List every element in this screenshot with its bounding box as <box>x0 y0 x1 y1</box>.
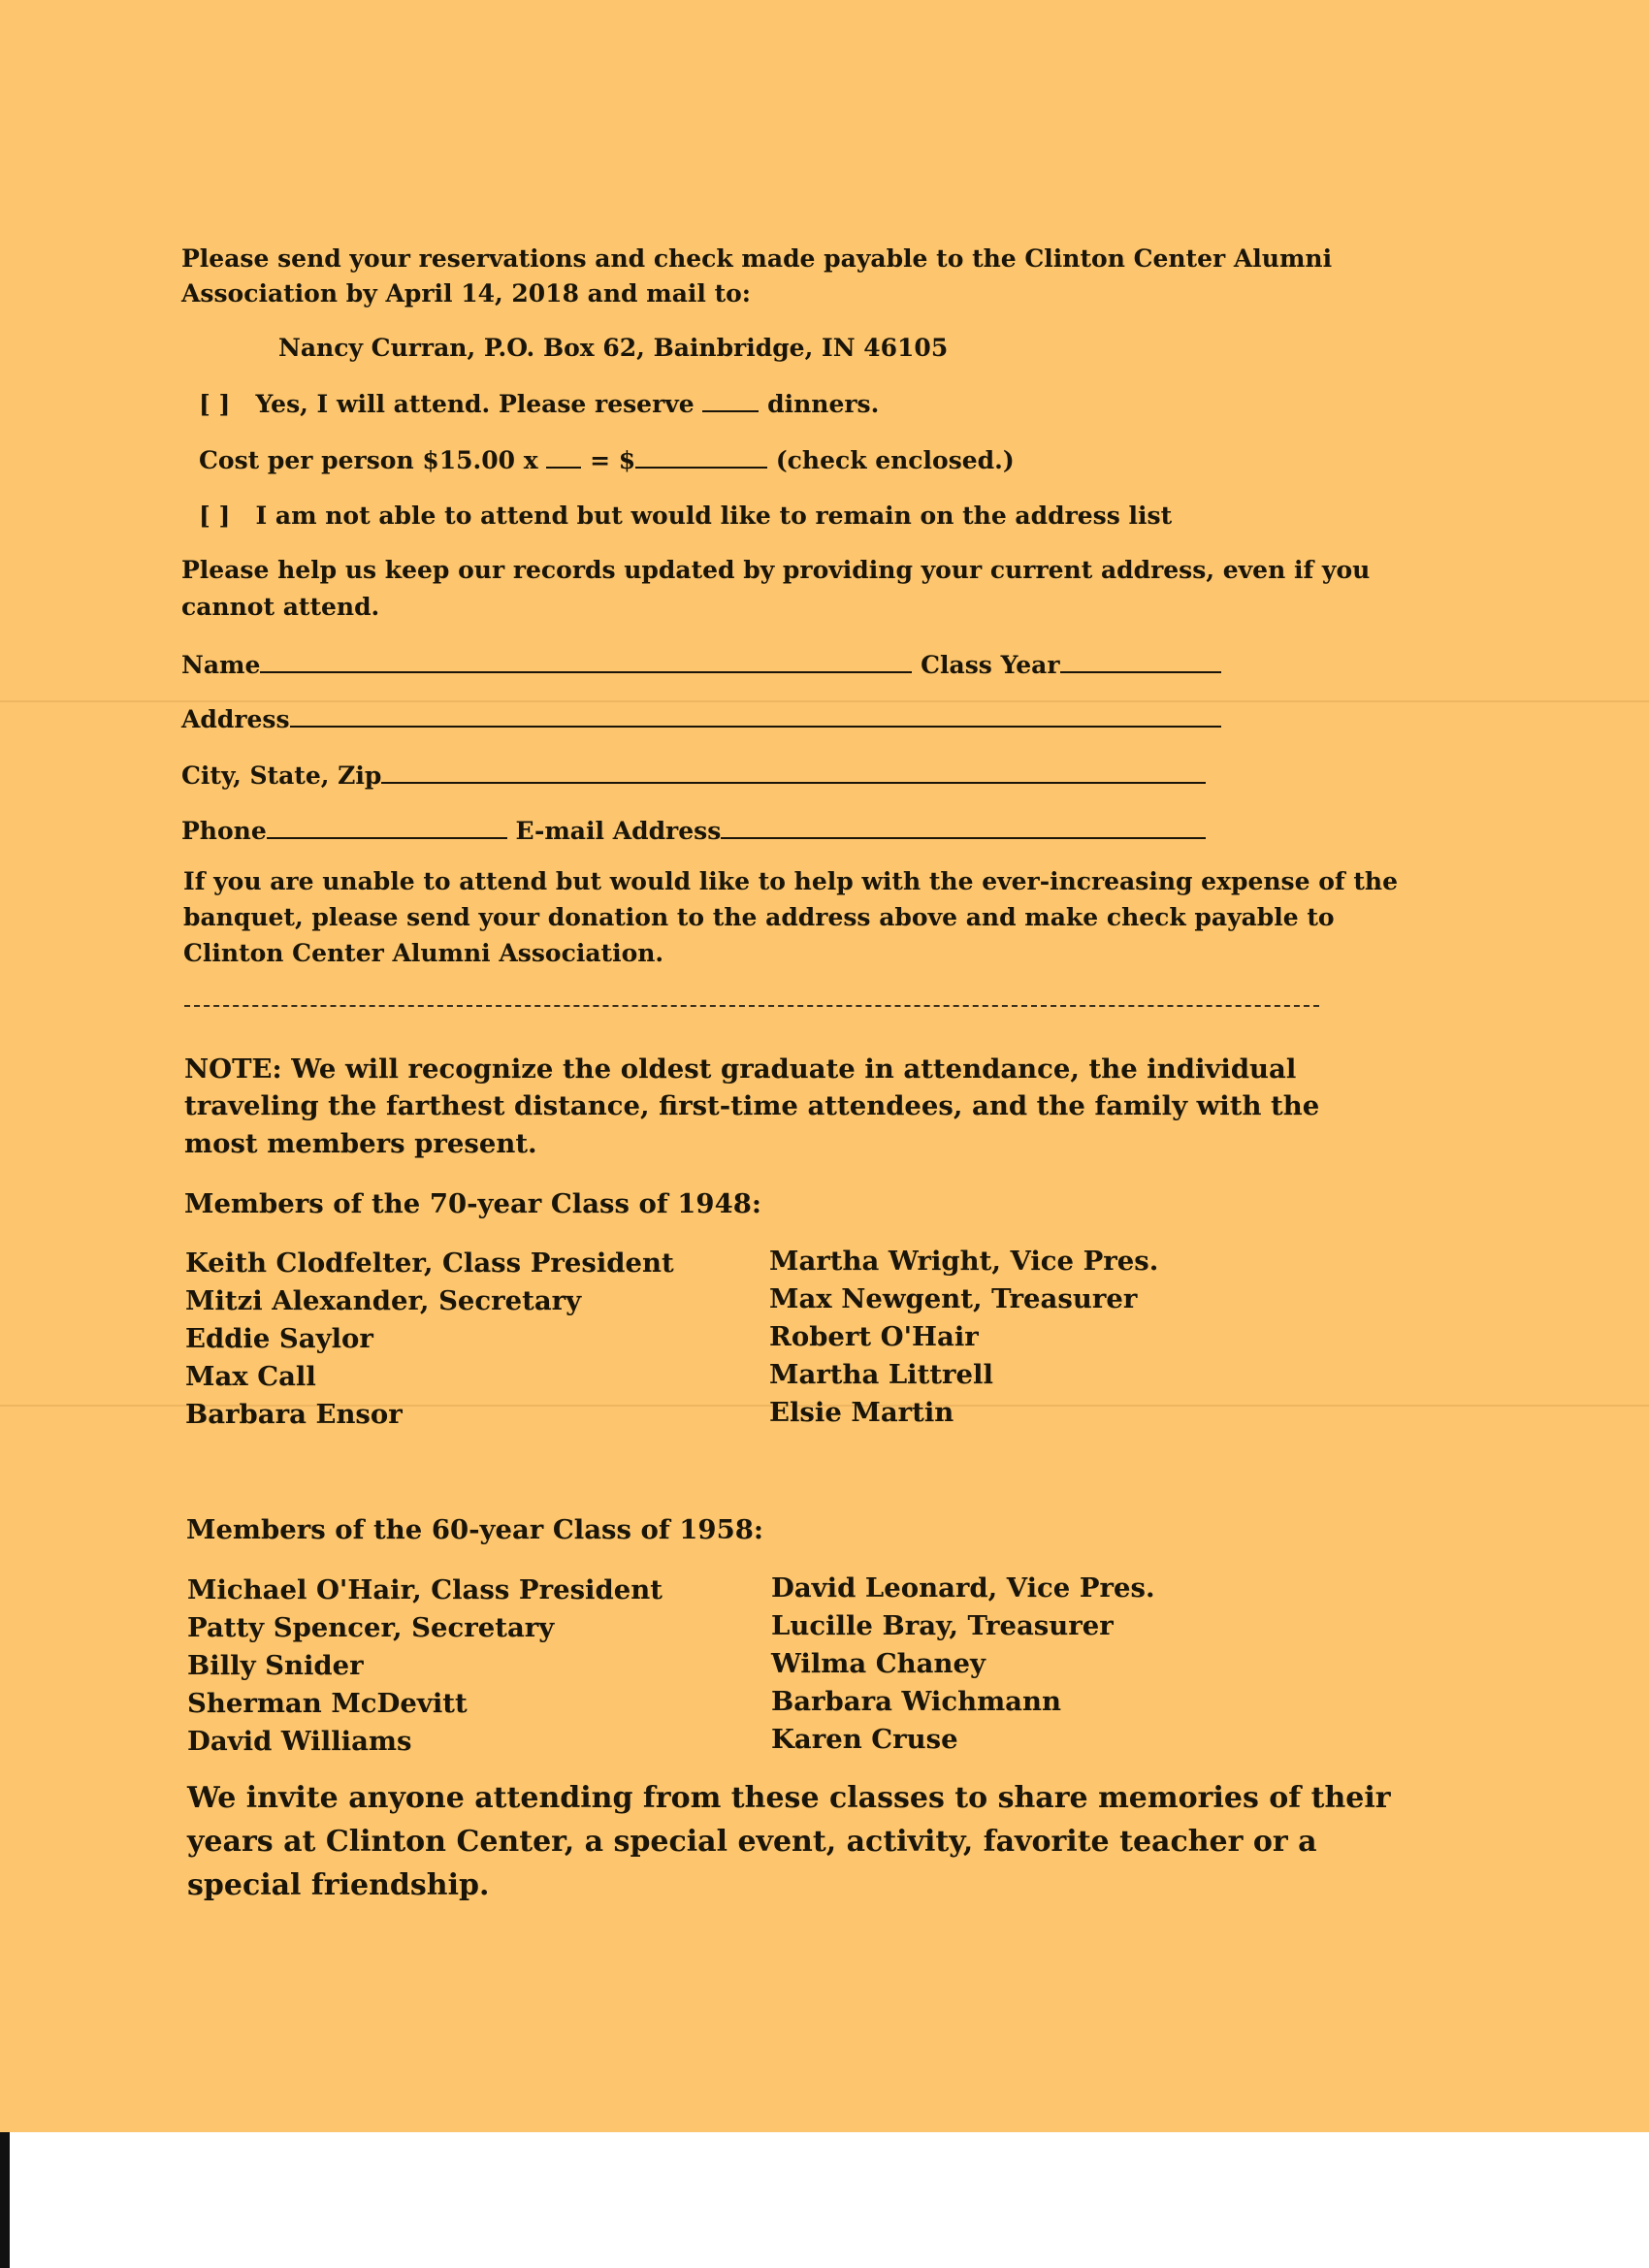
scanner-edge-shadow <box>0 2132 10 2268</box>
people-count-blank[interactable] <box>546 445 581 469</box>
phone-field[interactable] <box>267 816 507 839</box>
attend-checkbox[interactable]: [ ] <box>199 390 231 418</box>
class-1948-member-right: Martha Wright, Vice Pres. <box>769 1246 1159 1277</box>
name-class-row <box>181 647 1221 683</box>
closing-line-1: We invite anyone attending from these classes to share memories of their <box>187 1781 1391 1815</box>
dinners-count-blank[interactable] <box>702 389 759 412</box>
class-1958-member-left: Patty Spencer, Secretary <box>187 1612 555 1643</box>
cost-equals: = $ <box>590 446 636 474</box>
city-state-zip-row <box>181 758 1206 794</box>
attend-option-text: Yes, I will attend. Please reserve <box>255 390 695 418</box>
class-1958-member-right: Barbara Wichmann <box>771 1686 1061 1717</box>
class-1958-heading: Members of the 60-year Class of 1958: <box>186 1514 763 1545</box>
city-state-zip-field[interactable] <box>381 761 1206 784</box>
class-1948-member-right: Max Newgent, Treasurer <box>769 1283 1138 1314</box>
class-1948-member-left: Keith Clodfelter, Class President <box>185 1247 674 1279</box>
address-label: Address <box>181 705 290 733</box>
name-label: Name <box>181 651 261 679</box>
intro-line-1: Please send your reservations and check made payable to the Clinton Center Alumni <box>181 244 1333 273</box>
address-field[interactable] <box>290 704 1221 728</box>
class-1958-member-left: Michael O'Hair, Class President <box>187 1574 663 1605</box>
donation-line-3: Clinton Center Alumni Association. <box>183 939 664 967</box>
class-1948-member-left: Eddie Saylor <box>185 1323 373 1354</box>
records-request-line-1: Please help us keep our records updated by providing your current address, even if you <box>181 556 1371 584</box>
class-1948-member-right: Robert O'Hair <box>769 1321 979 1352</box>
phone-label: Phone <box>181 817 267 845</box>
phone-email-row <box>181 813 1206 849</box>
mailing-address: Nancy Curran, P.O. Box 62, Bainbridge, IN 46105 <box>278 334 949 362</box>
class-1958-member-right: Lucille Bray, Treasurer <box>771 1610 1114 1641</box>
class-1948-member-right: Elsie Martin <box>769 1397 954 1428</box>
city-state-zip-label: City, State, Zip <box>181 761 382 790</box>
email-label: E-mail Address <box>515 817 722 845</box>
address-row <box>181 701 1221 737</box>
donation-line-1: If you are unable to attend but would like to help with the ever-increasing expense of the <box>183 867 1399 895</box>
cost-row <box>199 442 1015 478</box>
class-1958-member-right: David Leonard, Vice Pres. <box>771 1572 1155 1604</box>
class-1948-heading: Members of the 70-year Class of 1948: <box>184 1188 761 1219</box>
attend-option-suffix: dinners. <box>767 390 880 418</box>
class-1958-member-right: Karen Cruse <box>771 1724 958 1755</box>
class-1948-member-left: Max Call <box>185 1361 316 1392</box>
intro-line-2: Association by April 14, 2018 and mail to: <box>181 279 752 308</box>
not-attend-checkbox[interactable]: [ ] <box>199 502 231 530</box>
cost-suffix: (check enclosed.) <box>775 446 1015 474</box>
class-1958-member-left: David Williams <box>187 1726 412 1757</box>
cost-prefix: Cost per person $15.00 x <box>199 446 538 474</box>
class-1948-member-right: Martha Littrell <box>769 1359 993 1390</box>
note-line-3: most members present. <box>184 1128 537 1159</box>
note-line-1: NOTE: We will recognize the oldest graduate in attendance, the individual <box>184 1053 1297 1085</box>
closing-line-2: years at Clinton Center, a special event, activity, favorite teacher or a <box>187 1825 1317 1859</box>
class-1948-member-left: Mitzi Alexander, Secretary <box>185 1285 582 1316</box>
email-field[interactable] <box>721 816 1206 839</box>
not-attend-option-text: I am not able to attend but would like to remain on the address list <box>255 502 1173 530</box>
cut-line-divider <box>184 1005 1319 1007</box>
class-year-label: Class Year <box>921 651 1060 679</box>
total-amount-blank[interactable] <box>635 445 767 469</box>
not-attend-option-row <box>199 498 1172 534</box>
class-1958-member-right: Wilma Chaney <box>771 1648 986 1679</box>
name-field[interactable] <box>260 650 912 673</box>
note-line-2: traveling the farthest distance, first-time attendees, and the family with the <box>184 1090 1320 1121</box>
closing-line-3: special friendship. <box>187 1868 490 1902</box>
records-request-line-2: cannot attend. <box>181 593 380 621</box>
class-year-field[interactable] <box>1060 650 1221 673</box>
class-1948-member-left: Barbara Ensor <box>185 1399 403 1430</box>
class-1958-member-left: Billy Snider <box>187 1650 364 1681</box>
donation-line-2: banquet, please send your donation to the address above and make check payable to <box>183 903 1335 931</box>
attend-option-row <box>199 386 879 422</box>
class-1958-member-left: Sherman McDevitt <box>187 1688 468 1719</box>
